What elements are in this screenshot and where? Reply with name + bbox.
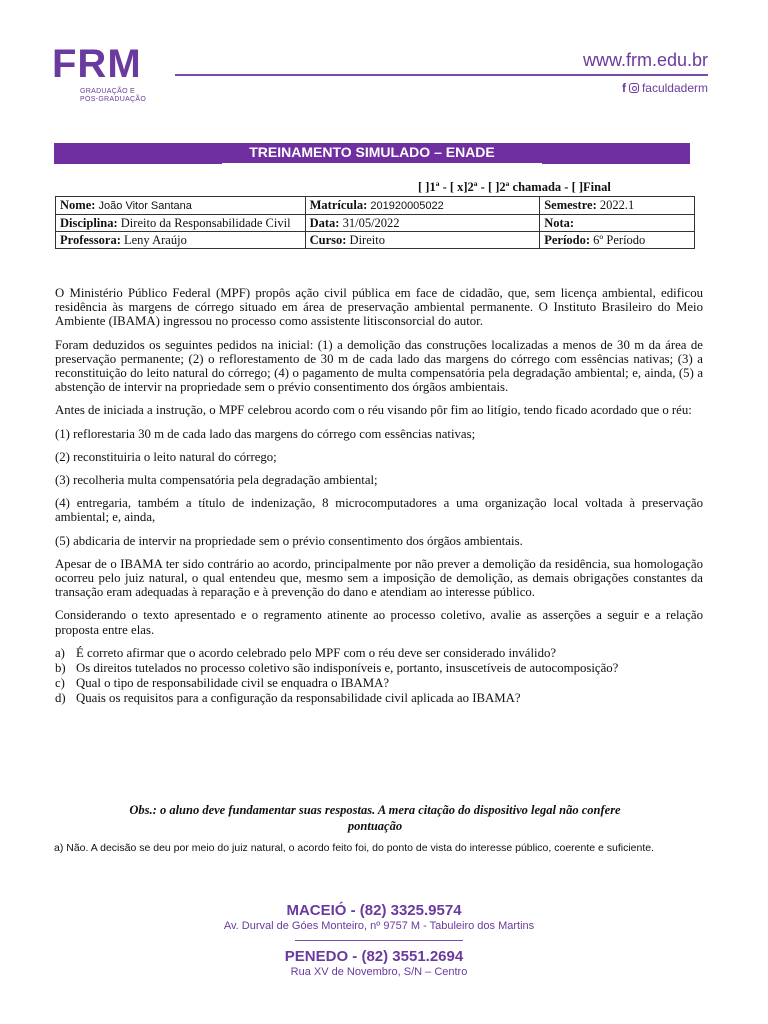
periodo-label: Período: xyxy=(544,233,591,247)
disciplina-cell xyxy=(56,215,306,232)
professora-cell xyxy=(56,232,306,249)
nota-cell xyxy=(540,215,695,232)
curso-value: Direito xyxy=(349,233,385,247)
paragraph-4: Apesar de o IBAMA ter sido contrário ao acordo, principalmente por não prever a demolição da residência, sua homologação ocorreu pelo juiz natural, o qual entendeu que, mesmo sem a imposição de demolição, as demais obrigações constantes da transação eram adequadas à reparação e à prevenção do dano e atendiam ao interesse público. xyxy=(55,556,703,600)
footer-maceio-phone: MACEIÓ - (82) 3325.9574 xyxy=(286,902,462,919)
list-item xyxy=(55,691,703,706)
instagram-icon xyxy=(629,83,639,93)
data-value: 31/05/2022 xyxy=(342,216,400,230)
matricula-label: Matrícula: xyxy=(309,198,368,212)
logo-sub-line-2: PÓS-GRADUAÇÃO xyxy=(80,96,147,103)
paragraph-2: Foram deduzidos os seguintes pedidos na inicial: (1) a demolição das construções localizadas a menos de 30 m da área de preservação permanente; (2) o reflorestamento de 30 m de cada lado das margens do córrego com essências nativas; (3) a reconstituição do leito natural do córrego; (4) o pagamento de multa compensatória pela degradação ambiental; e, ainda, (5) a abstenção de intervir na propriedade sem o prévio consentimento dos órgãos ambientais. xyxy=(55,337,703,395)
periodo-value: 6º Período xyxy=(593,233,646,247)
observation-note: Obs.: o aluno deve fundamentar suas respostas. A mera citação do dispositivo legal não confere pontuação xyxy=(129,803,621,833)
agreement-item-5: (5) abdicaria de intervir na propriedade sem o prévio consentimento dos órgãos ambientais. xyxy=(55,533,523,548)
facebook-icon: f xyxy=(621,81,626,95)
list-item xyxy=(55,661,703,676)
student-info-table xyxy=(55,196,695,249)
paragraph-3: Antes de iniciada a instrução, o MPF celebrou acordo com o réu visando pôr fim ao litígio, tendo ficado acordado que o réu: xyxy=(55,403,692,418)
question-key: b) xyxy=(55,660,66,675)
footer-maceio-address: Av. Durval de Góes Monteiro, nº 9757 M - Tabuleiro dos Martins xyxy=(223,920,535,932)
header-divider xyxy=(175,74,708,76)
matricula-value: 201920005022 xyxy=(370,200,444,212)
social-handle[interactable] xyxy=(622,81,708,95)
logo-text: FRM xyxy=(52,42,142,86)
footer-penedo-address: Rua XV de Novembro, S/N – Centro xyxy=(290,966,468,978)
list-item xyxy=(55,646,703,661)
nome-value: João Vitor Santana xyxy=(98,200,192,212)
agreement-item-3: (3) recolheria multa compensatória pela degradação ambiental; xyxy=(55,473,378,488)
periodo-cell xyxy=(540,232,695,249)
nome-label: Nome: xyxy=(60,198,96,212)
disciplina-label: Disciplina: xyxy=(60,216,118,230)
curso-cell xyxy=(305,232,540,249)
footer-divider xyxy=(295,940,463,941)
footer-penedo-phone: PENEDO - (82) 3551.2694 xyxy=(284,948,464,965)
chamada-options: [ ]1ª - [ x]2ª - [ ]2ª chamada - [ ]Final xyxy=(418,180,611,194)
banner-title: TREINAMENTO SIMULADO – ENADE xyxy=(249,144,495,160)
agreement-item-1: (1) reflorestaria 30 m de cada lado das margens do córrego com essências nativas; xyxy=(55,426,476,441)
curso-label: Curso: xyxy=(309,233,347,247)
nota-label: Nota: xyxy=(544,216,575,230)
frm-logo xyxy=(52,42,162,112)
info-row xyxy=(56,215,695,232)
question-key: c) xyxy=(55,675,65,690)
data-label: Data: xyxy=(309,216,340,230)
data-cell xyxy=(305,215,540,232)
semestre-label: Semestre: xyxy=(544,198,597,212)
question-text: Qual o tipo de responsabilidade civil se enquadra o IBAMA? xyxy=(76,675,390,690)
question-text: Quais os requisitos para a configuração da responsabilidade civil aplicada ao IBAMA? xyxy=(76,690,521,705)
social-handle-text: faculdaderm xyxy=(641,81,708,95)
question-list xyxy=(55,646,703,706)
question-key: d) xyxy=(55,690,66,705)
info-row xyxy=(56,232,695,249)
semestre-cell xyxy=(540,197,695,215)
list-item xyxy=(55,676,703,691)
question-key: a) xyxy=(55,645,65,660)
professora-value: Leny Araújo xyxy=(123,233,187,247)
professora-label: Professora: xyxy=(60,233,121,247)
info-row xyxy=(56,197,695,215)
question-text: Os direitos tutelados no processo coletivo são indisponíveis e, portanto, insuscetíveis de autocomposição? xyxy=(76,660,619,675)
banner-underline xyxy=(222,163,542,164)
matricula-cell xyxy=(305,197,540,215)
paragraph-5: Considerando o texto apresentado e o regramento atinente ao processo coletivo, avalie as asserções a seguir e a relação proposta entre elas. xyxy=(55,608,703,637)
logo-sub-line-1: GRADUAÇÃO E xyxy=(80,88,136,95)
logo-subtitle xyxy=(80,88,146,104)
nome-cell xyxy=(56,197,306,215)
website-link[interactable]: www.frm.edu.br xyxy=(582,50,708,70)
agreement-item-2: (2) reconstituiria o leito natural do córrego; xyxy=(55,449,277,464)
question-text: É correto afirmar que o acordo celebrado pelo MPF com o réu deve ser considerado inválido? xyxy=(76,645,557,660)
student-answer: a) Não. A decisão se deu por meio do juiz natural, o acordo feito foi, do ponto de vista do interesse público, coerente e suficiente. xyxy=(54,842,655,854)
semestre-value: 2022.1 xyxy=(599,198,635,212)
question-body xyxy=(55,286,703,706)
paragraph-1: O Ministério Público Federal (MPF) propôs ação civil pública em face de cidadão, que, sem licença ambiental, edificou residência às margens de córrego situado em área de preservação ambiental permanente. O Instituto Brasileiro do Meio Ambiente (IBAMA) ingressou no processo como assistente litisconsorcial do autor. xyxy=(55,286,703,329)
disciplina-value: Direito da Responsabilidade Civil xyxy=(120,216,291,230)
agreement-item-4: (4) entregaria, também a título de indenização, 8 microcomputadores a uma organização local voltada à preservação ambiental; e, ainda, xyxy=(55,496,703,525)
